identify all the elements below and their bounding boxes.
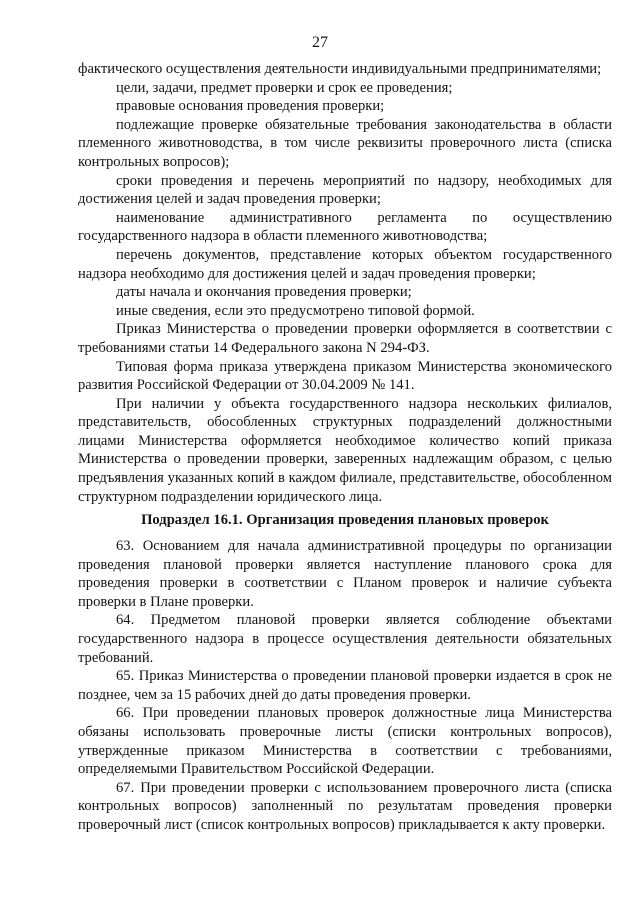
paragraph: сроки проведения и перечень мероприятий по надзору, необходимых для достижения целей и задач проведения проверки; [78, 172, 612, 208]
numbered-paragraph: 67. При проведении проверки с использованием проверочного листа (списка контрольных вопросов) заполненный по результатам проведения проверки проверочный лист (список контрольных вопросов) прикладывается к акту проверки. [78, 779, 612, 833]
paragraph: перечень документов, представление которых объектом государственного надзора необходимо для достижения целей и задач проведения проверки; [78, 246, 612, 282]
bottom-text-block [78, 537, 612, 835]
paragraph: правовые основания проведения проверки; [116, 98, 385, 115]
numbered-paragraph: 64. Предметом плановой проверки является соблюдение объектами государственного надзора в процессе осуществления деятельности обязательных требований. [78, 612, 612, 666]
paragraph: фактического осуществления деятельности индивидуальными предпринимателями; [78, 61, 602, 77]
paragraph: даты начала и окончания проведения проверки; [116, 284, 412, 301]
subsection-heading: Подраздел 16.1. Организация проведения плановых проверок [141, 512, 549, 528]
page-number: 27 [312, 34, 328, 51]
top-text-block [78, 60, 612, 506]
numbered-paragraph: 66. При проведении плановых проверок должностные лица Министерства обязаны использовать проверочные листы (списки контрольных вопросов), утвержденные приказом Министерства в соответствии с требованиями, определяемыми Правительством Российской Федерации. [78, 705, 612, 778]
paragraph: Типовая форма приказа утверждена приказом Министерства экономического развития Российской Федерации от 30.04.2009 № 141. [78, 358, 612, 394]
paragraph: иные сведения, если это предусмотрено типовой формой. [116, 302, 475, 319]
paragraph: цели, задачи, предмет проверки и срок ее проведения; [116, 79, 453, 96]
numbered-paragraph: 63. Основанием для начала административной процедуры по организации проведения плановой проверки является наступление планового срока для проведения проверки в соответствии с Планом проверок и наличие субъекта проверки в Плане проверки. [78, 538, 612, 610]
paragraph: наименование административного регламента по осуществлению государственного надзора в области племенного животноводства; [78, 209, 612, 245]
numbered-paragraph: 65. Приказ Министерства о проведении плановой проверки издается в срок не позднее, чем за 15 рабочих дней до даты проведения проверки. [78, 668, 612, 703]
paragraph: Приказ Министерства о проведении проверки оформляется в соответствии с требованиями статьи 14 Федерального закона N 294-ФЗ. [78, 321, 612, 356]
paragraph: При наличии у объекта государственного надзора нескольких филиалов, представительств, обособленных структурных подразделений должностными лицами Министерства оформляется необходимое количество копий приказа Министерства о проведении проверки, заверенных надлежащим образом, с целью предъявления указанных копий в каждом филиале, представительстве, обособленном структурном подразделении юридического лица. [78, 395, 612, 505]
paragraph: подлежащие проверке обязательные требования законодательства в области племенного животноводства, в том числе реквизиты проверочного листа (списка контрольных вопросов); [78, 116, 612, 170]
